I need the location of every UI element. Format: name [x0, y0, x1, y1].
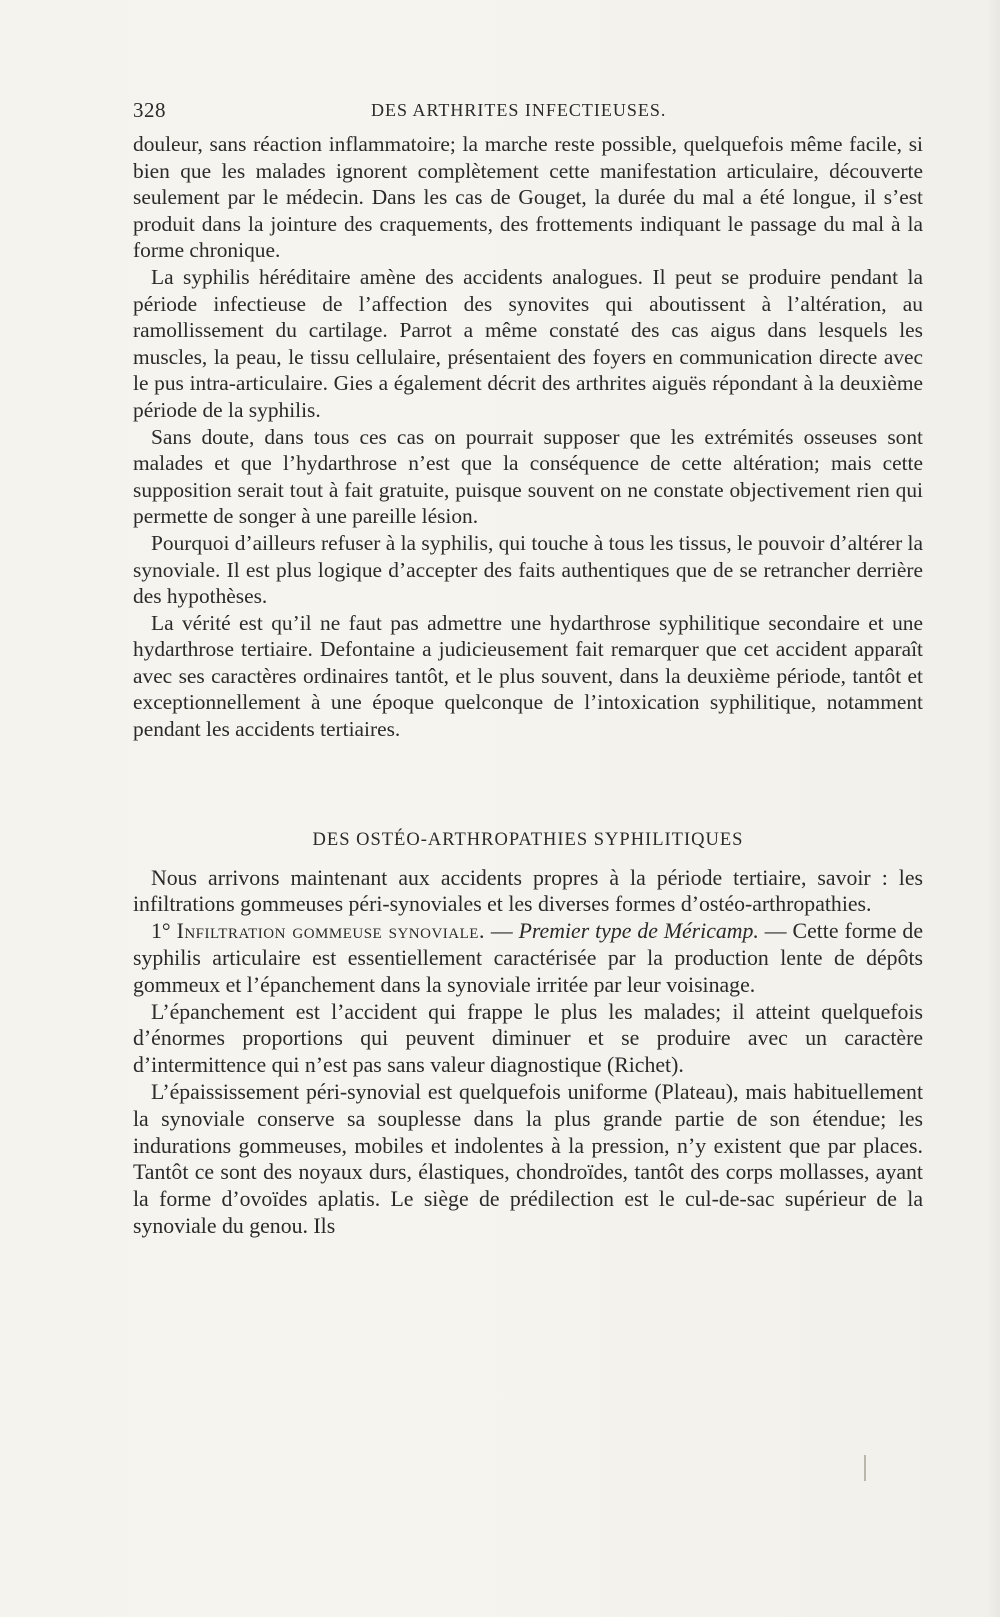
subsection-paragraph: [133, 918, 923, 998]
body-text: [133, 131, 923, 1240]
running-head: DES ARTHRITES INFECTIEUSES.: [371, 100, 667, 120]
page-number: 328: [133, 98, 166, 122]
subsection-dash-2: —: [758, 919, 793, 944]
margin-mark: [864, 1455, 866, 1481]
section-title: DES OSTÉO-ARTHROPATHIES SYPHILITIQUES: [312, 829, 744, 850]
subsection-heading: Infiltration gommeuse synoviale.: [176, 919, 485, 944]
paragraph-2: La syphilis héréditaire amène des accidents analogues. Il peut se produire pendant la période infectieuse de l’affection des synovites qui aboutissent à l’altération, au ramollissement du cartilage. Parrot a même constaté des cas aigus dans lesquels les muscles, la peau, le tissu cellulaire, présentaient des foyers en communication directe avec le pus intra-articulaire. Gies a également décrit des arthrites aiguës répondant à la deuxième période de la syphilis.: [133, 264, 923, 422]
closing-paragraph-1: L’épanchement est l’accident qui frappe le plus les malades; il atteint quelquefois d’énormes proportions qui peuvent diminuer et se produire avec un caractère d’intermittence qui n’est pas sans valeur diagnostique (Richet).: [133, 999, 923, 1078]
paragraph-1: douleur, sans réaction inflammatoire; la marche reste possible, quelquefois même facile, si bien que les malades ignorent complètement cette manifestation articulaire, découverte seulement par le médecin. Dans les cas de Gouget, la durée du mal a été longue, il s’est produit dans la jointure des craquements, des frottements indiquant le passage du mal à la forme chronique.: [133, 132, 923, 263]
paragraph-4: Pourquoi d’ailleurs refuser à la syphilis, qui touche à tous les tissus, le pouvoir d’altérer la synoviale. Il est plus logique d’accepter des faits authentiques que de se retrancher derrière des hypothèses.: [133, 530, 923, 609]
paragraph-3: Sans doute, dans tous ces cas on pourrait supposer que les extrémités osseuses sont malades et que l’hydarthrose n’est que la conséquence de cette altération; mais cette supposition serait tout à fait gratuite, puisque souvent on ne constate objectivement rien qui permette de songer à une pareille lésion.: [133, 424, 923, 529]
subsection-dash-1: —: [484, 919, 519, 944]
page-edge-shadow: [986, 0, 1000, 1617]
subsection-number: 1°: [151, 919, 171, 944]
paragraph-5: La vérité est qu’il ne faut pas admettre une hydarthrose syphilitique secondaire et une hydarthrose tertiaire. Defontaine a judicieusement fait remarquer que cet accident apparaît avec ses caractères ordinaires tantôt, et le plus souvent, dans la deuxième période, tantôt et exceptionnellement à une époque quelconque de l’intoxication syphilitique, notamment pendant les accidents tertiaires.: [133, 610, 923, 742]
subsection-text: Cette forme de syphilis articulaire est essentiellement caractérisée par la production lente de dépôts gommeux et l’épanchement dans la synoviale irritée par leur voisinage.: [133, 919, 924, 997]
page-header: [133, 98, 923, 128]
closing-paragraph-2: L’épaississement péri-synovial est quelquefois uniforme (Plateau), mais habituellement la synoviale conserve sa souplesse dans la plus grande partie de son étendue; les indurations gommeuses, mobiles et indolentes à la pression, n’y existent que par places. Tantôt ce sont des noyaux durs, élastiques, chondroïdes, tantôt des corps mollasses, ayant la forme d’ovoïdes aplatis. Le siège de prédilection est le cul-de-sac supérieur de la synoviale du genou. Ils: [133, 1080, 923, 1239]
section-paragraph-1: Nous arrivons maintenant aux accidents propres à la période tertiaire, savoir : les infiltrations gommeuses péri-synoviales et les diverses formes d’ostéo-arthropathies.: [133, 865, 923, 917]
subsection-type-label: Premier type de Méricamp.: [518, 919, 759, 944]
